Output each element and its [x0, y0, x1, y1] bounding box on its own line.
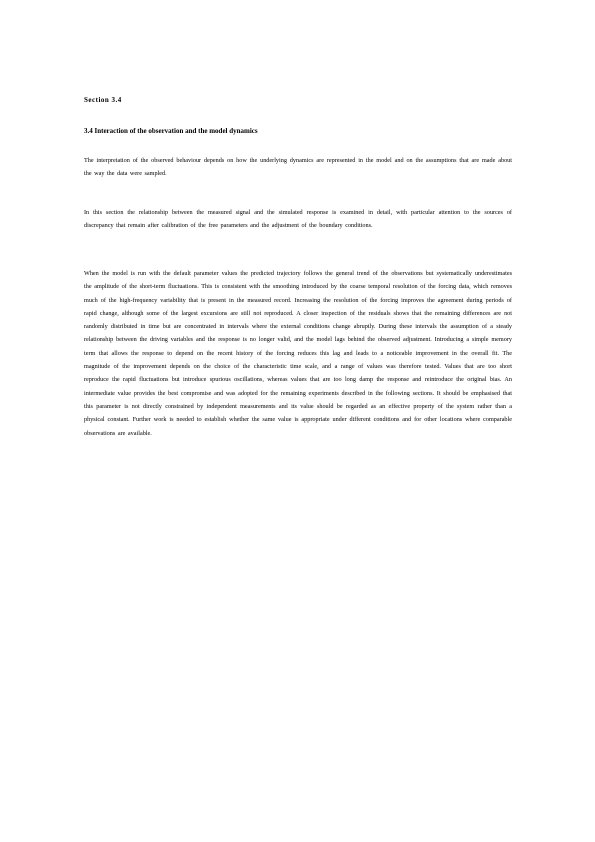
- section-title: 3.4 Interaction of the observation and the model dynamics: [84, 127, 258, 135]
- section-header: Section 3.4: [84, 96, 122, 104]
- paragraph-1: The interpretation of the observed behaviour depends on how the underlying dynamics are represented in the model and on the assumptions that are made about the way the data were sampled.: [84, 157, 512, 178]
- paragraph-3: When the model is run with the default parameter values the predicted trajectory follows the general trend of the observations but systematically underestimates the amplitude of the short-term fluctuations. This is consistent with the smoothing introduced by the coarse temporal resolution of the forcing data, which removes much of the high-frequency variability that is present in the measured record. Increasing the resolution of the forcing improves the agreement during periods of rapid change, although some of the largest excursions are still not reproduced. A closer inspection of the residuals shows that the remaining differences are not randomly distributed in time but are concentrated in intervals where the external conditions change abruptly. During these intervals the assumption of a steady relationship between the driving variables and the response is no longer valid, and the model lags behind the observed adjustment. Introducing a simple memory term that allows the response to depend on the recent history of the forcing reduces this lag and leads to a noticeable improvement in the overall fit. The magnitude of the improvement depends on the choice of the characteristic time scale, and a range of values was therefore tested. Values that are too short reproduce the rapid fluctuations but introduce spurious oscillations, whereas values that are too long damp the response and reintroduce the original bias. An intermediate value provides the best compromise and was adopted for the remaining experiments described in the following sections. It should be emphasised that this parameter is not directly constrained by independent measurements and its value should be regarded as an effective property of the system rather than a physical constant. Further work is needed to establish whether the same value is appropriate under different conditions and for other locations where comparable observations are available.: [84, 270, 512, 437]
- paragraph-2: In this section the relationship between the measured signal and the simulated response is examined in detail, with particular attention to the sources of discrepancy that remain after calibration of the free parameters and the adjustment of the boundary conditions.: [84, 209, 512, 230]
